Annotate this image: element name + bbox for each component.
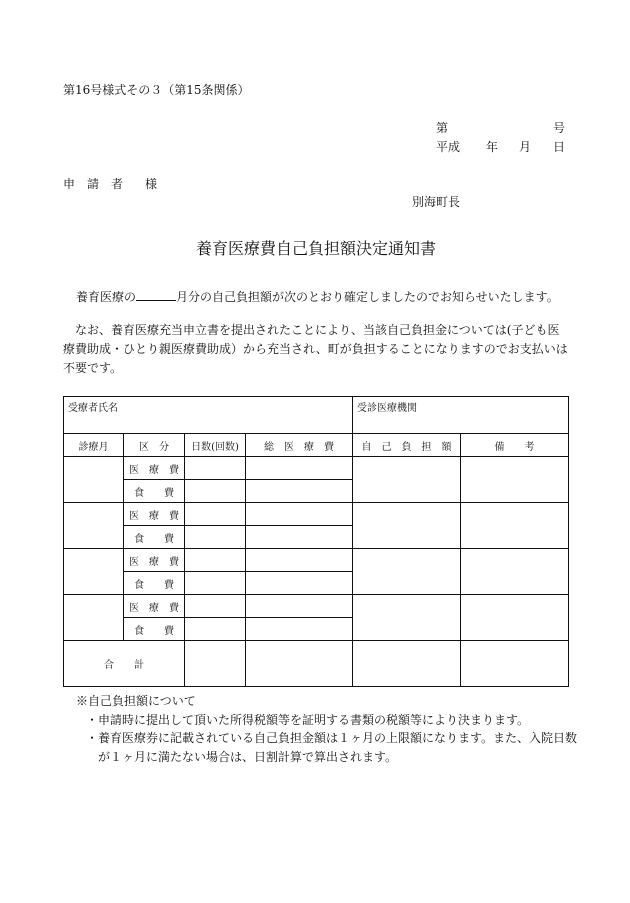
header-days: 日数(回数) bbox=[185, 434, 246, 457]
days-cell bbox=[185, 618, 246, 641]
remarks-cell bbox=[461, 457, 569, 503]
total-cost-cell bbox=[246, 549, 353, 572]
total-days-cell bbox=[185, 641, 246, 687]
total-cost-cell bbox=[246, 457, 353, 480]
month-cell bbox=[64, 503, 124, 549]
category-meal: 食 費 bbox=[124, 572, 185, 595]
total-cost-cell bbox=[246, 618, 353, 641]
category-meal: 食 費 bbox=[124, 526, 185, 549]
doc-no-go: 号 bbox=[553, 121, 566, 135]
self-pay-cell bbox=[353, 457, 461, 503]
days-cell bbox=[185, 549, 246, 572]
remarks-cell bbox=[461, 595, 569, 641]
self-pay-cell bbox=[353, 549, 461, 595]
document-title: 養育医療費自己負担額決定通知書 bbox=[196, 239, 437, 258]
form-number: 第16号様式その３（第15条関係） bbox=[63, 83, 250, 97]
note-item-2: ・養育医療券に記載されている自己負担金額は１ヶ月の上限額になります。また、入院日数が１ヶ月に満たない場合は、日割計算で算出されます。 bbox=[86, 731, 578, 764]
total-cost-cell bbox=[246, 503, 353, 526]
self-pay-cell bbox=[353, 503, 461, 549]
header-total-cost: 総 医 療 費 bbox=[246, 434, 353, 457]
month-cell bbox=[64, 457, 124, 503]
category-medical: 医 療 費 bbox=[124, 549, 185, 572]
category-medical: 医 療 費 bbox=[124, 457, 185, 480]
total-cost-cell bbox=[246, 641, 353, 687]
month-cell bbox=[64, 549, 124, 595]
notes-heading: ※自己負担額について bbox=[76, 694, 196, 708]
category-meal: 食 費 bbox=[124, 618, 185, 641]
patient-name-label: 受療者氏名 bbox=[68, 403, 118, 414]
header-category: 区 分 bbox=[124, 434, 185, 457]
month-blank bbox=[136, 290, 176, 301]
header-remarks: 備 考 bbox=[461, 434, 569, 457]
total-label: 合 計 bbox=[104, 660, 144, 671]
total-label-cell bbox=[64, 641, 185, 687]
note-item-1: ・申請時に提出して頂いた所得税額等を証明する書類の税額等により決まります。 bbox=[86, 713, 530, 727]
date-year: 年 bbox=[486, 140, 499, 154]
paragraph-2: なお、養育医療充当申立書を提出されたことにより、当該自己負担金については(子ども医療費助成・ひとり親医療費助成）から充当され、町が負担することになりますのでお支払いは不要です。 bbox=[63, 323, 568, 375]
institution-cell bbox=[353, 397, 569, 434]
remarks-cell bbox=[461, 549, 569, 595]
self-pay-cell bbox=[353, 595, 461, 641]
issuer: 別海町長 bbox=[412, 195, 461, 209]
patient-name-cell bbox=[64, 397, 353, 434]
category-medical: 医 療 費 bbox=[124, 503, 185, 526]
doc-no-dai: 第 bbox=[436, 121, 449, 135]
days-cell bbox=[185, 480, 246, 503]
remarks-cell bbox=[461, 503, 569, 549]
total-cost-cell bbox=[246, 526, 353, 549]
applicant-honorific: 様 bbox=[145, 177, 158, 191]
total-remarks-cell bbox=[461, 641, 569, 687]
days-cell bbox=[185, 503, 246, 526]
days-cell bbox=[185, 457, 246, 480]
date-day: 日 bbox=[553, 140, 566, 154]
category-meal: 食 費 bbox=[124, 480, 185, 503]
cost-table bbox=[63, 396, 569, 687]
date-era: 平成 bbox=[436, 140, 461, 154]
category-medical: 医 療 費 bbox=[124, 595, 185, 618]
institution-label: 受診医療機関 bbox=[357, 403, 417, 414]
total-cost-cell bbox=[246, 480, 353, 503]
header-month: 診療月 bbox=[64, 434, 124, 457]
total-cost-cell bbox=[246, 572, 353, 595]
total-cost-cell bbox=[246, 595, 353, 618]
date-month: 月 bbox=[519, 140, 532, 154]
header-self-pay: 自 己 負 担 額 bbox=[353, 434, 461, 457]
applicant-label: 申 請 者 bbox=[63, 177, 124, 191]
paragraph-1 bbox=[76, 288, 559, 305]
days-cell bbox=[185, 526, 246, 549]
month-cell bbox=[64, 595, 124, 641]
paragraph-1-before: 養育医療の bbox=[76, 290, 137, 304]
paragraph-1-after: 月分の自己負担額が次のとおり確定しましたのでお知らせいたします。 bbox=[176, 290, 559, 304]
days-cell bbox=[185, 572, 246, 595]
total-self-pay-cell bbox=[353, 641, 461, 687]
days-cell bbox=[185, 595, 246, 618]
